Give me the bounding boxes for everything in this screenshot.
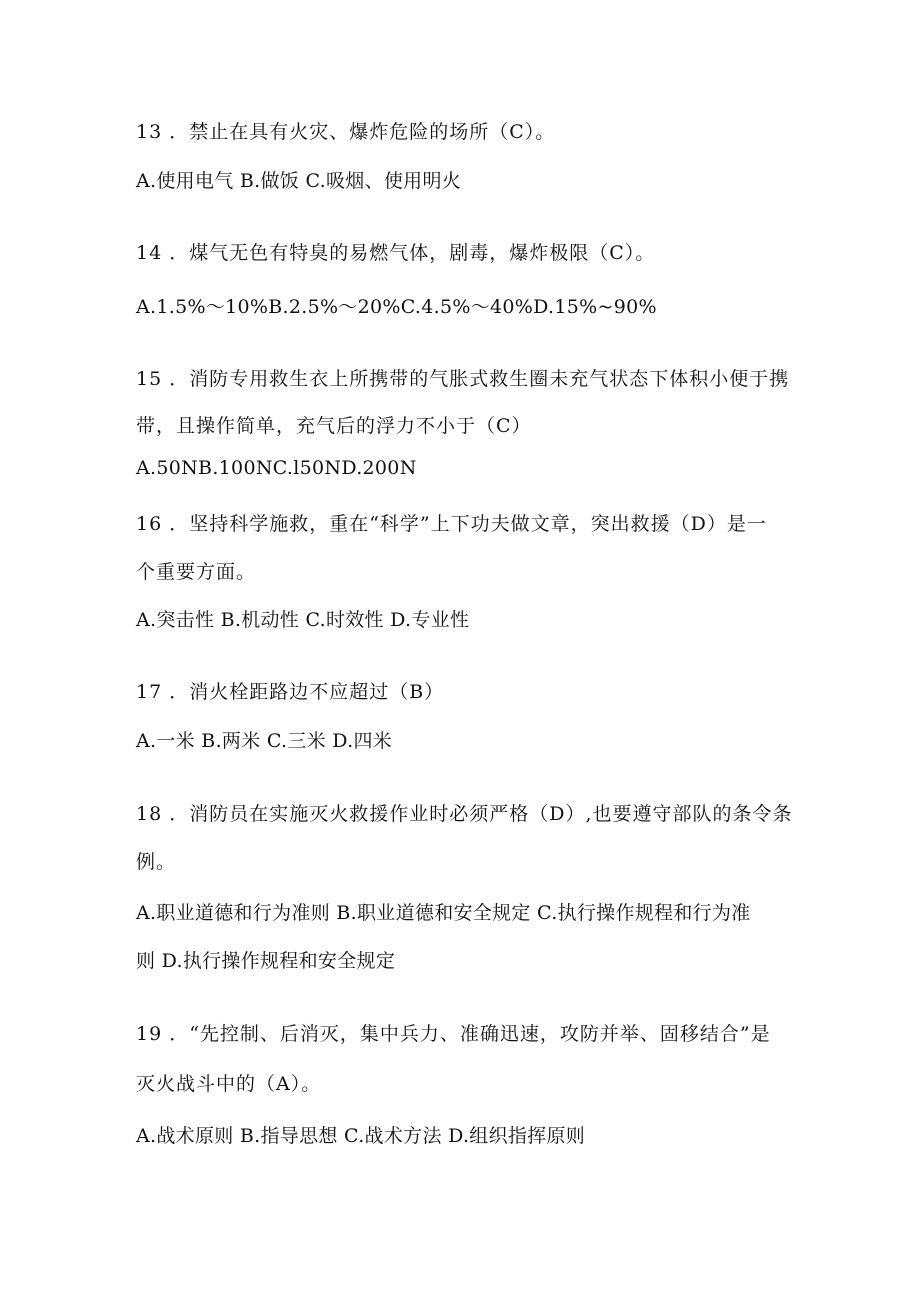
- question-19-line-2: 灭火战斗中的（A）。: [136, 1073, 322, 1095]
- question-17-line-1: 17 ．消火栓距路边不应超过（B）: [136, 681, 445, 703]
- question-16-options: A.突击性 B.机动性 C.时效性 D.专业性: [136, 609, 470, 631]
- question-15-line-1: 15 ．消防专用救生衣上所携带的气胀式救生圈未充气状态下体积小便于携: [136, 368, 790, 390]
- question-18-line-2: 例。: [136, 851, 177, 873]
- question-18-options-line-1: A.职业道德和行为准则 B.职业道德和安全规定 C.执行操作规程和行为准: [136, 902, 751, 924]
- question-15-line-2: 带，且操作简单，充气后的浮力不小于（C）: [136, 415, 532, 437]
- question-13-line-1: 13 ．禁止在具有火灾、爆炸危险的场所（C）。: [136, 121, 556, 143]
- question-19-line-1: 19 ．“先控制、后消灭，集中兵力、准确迅速，攻防并举、固移结合”是: [136, 1023, 771, 1045]
- question-18-options-line-2: 则 D.执行操作规程和安全规定: [136, 950, 396, 972]
- question-14-line-1: 14 ．煤气无色有特臭的易燃气体，剧毒，爆炸极限（C）。: [136, 242, 656, 264]
- question-16-line-1: 16 ．坚持科学施救，重在“科学”上下功夫做文章，突出救援（D）是一: [136, 513, 767, 535]
- question-13-options: A.使用电气 B.做饭 C.吸烟、使用明火: [136, 170, 462, 192]
- question-19-options: A.战术原则 B.指导思想 C.战术方法 D.组织指挥原则: [136, 1125, 586, 1147]
- question-17-options: A.一米 B.两米 C.三米 D.四米: [136, 730, 393, 752]
- question-15-options: A.50NB.100NC.l50ND.200N: [136, 457, 417, 479]
- question-16-line-2: 个重要方面。: [136, 561, 257, 583]
- question-18-line-1: 18 ．消防员在实施灭火救援作业时必须严格（D）,也要遵守部队的条令条: [136, 803, 793, 825]
- question-14-options: A.1.5%～10%B.2.5%～20%C.4.5%～40%D.15%~90%: [136, 296, 657, 318]
